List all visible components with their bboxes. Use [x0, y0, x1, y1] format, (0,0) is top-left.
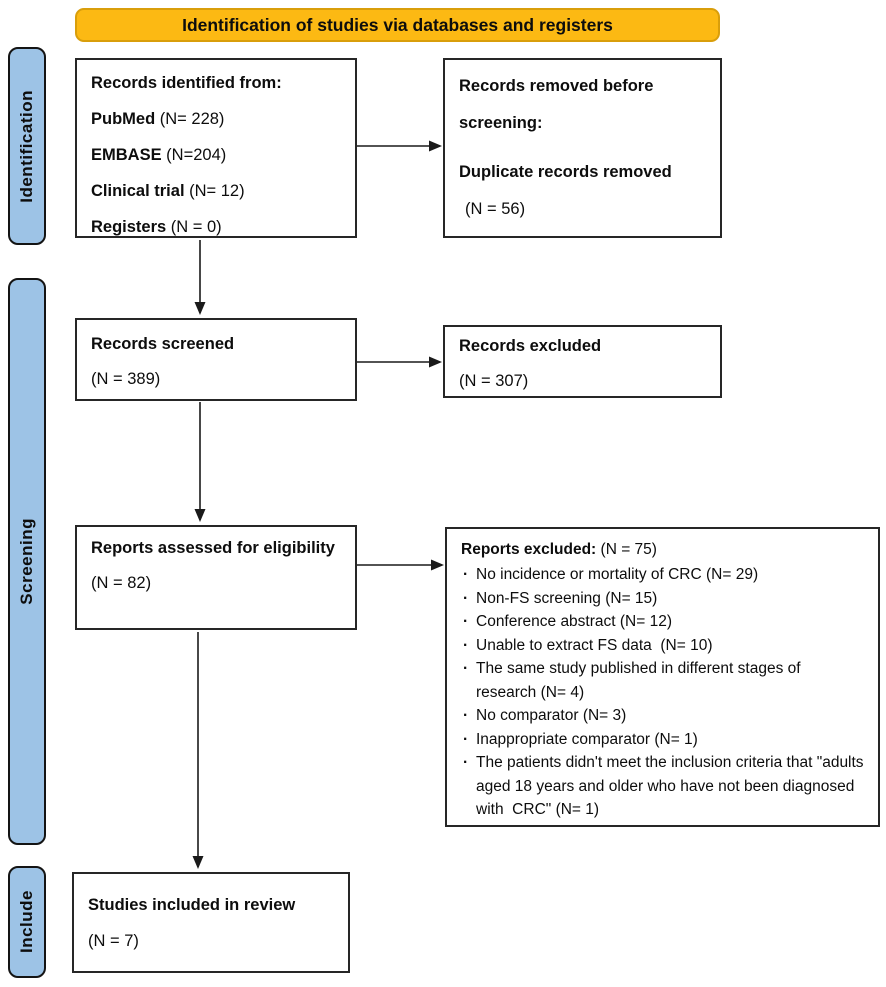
records-screened-title: Records screened: [91, 335, 235, 353]
phase-label-screening: Screening: [17, 518, 36, 605]
studies-included-title: Studies included in review: [88, 896, 296, 914]
source-line-clinical-trial: Clinical trial (N= 12): [91, 182, 245, 200]
exclusion-reason: · Inappropriate comparator (N= 1): [461, 728, 864, 752]
phase-ribbon-include: [8, 866, 46, 978]
box-records-screened: [75, 318, 357, 401]
source-line-embase: EMBASE (N=204): [91, 146, 227, 164]
exclusion-reason: · No incidence or mortality of CRC (N= 29): [461, 563, 864, 587]
spacer: [459, 142, 706, 154]
banner-title: [75, 8, 720, 42]
phase-label-identification: Identification: [17, 89, 36, 203]
reports-excluded-title: Reports excluded:: [461, 541, 597, 558]
records-identified-title: Records identified from:: [91, 74, 282, 92]
box-records-excluded: [443, 325, 722, 398]
phase-ribbon-screening: [8, 278, 46, 845]
records-excluded-title: Records excluded: [459, 337, 602, 355]
box-studies-included: [72, 872, 350, 973]
box-reports-assessed: [75, 525, 357, 630]
duplicate-records-count: (N = 56): [465, 200, 526, 218]
phase-ribbon-identification: [8, 47, 46, 245]
exclusion-reason: · The same study published in different stages of research (N= 4): [461, 657, 864, 704]
phase-label-include: Include: [17, 890, 36, 954]
box-records-removed: [443, 58, 722, 238]
banner-title-label: Identification of studies via databases and registers: [182, 14, 613, 35]
box-reports-excluded: [445, 527, 880, 827]
records-screened-count: (N = 389): [91, 370, 161, 388]
exclusion-reason: · No comparator (N= 3): [461, 704, 864, 728]
reports-assessed-count: (N = 82): [91, 574, 152, 592]
exclusion-reason: · Conference abstract (N= 12): [461, 610, 864, 634]
source-line-pubmed: PubMed (N= 228): [91, 110, 225, 128]
reports-excluded-title-row: [461, 537, 864, 562]
studies-included-count: (N = 7): [88, 932, 139, 950]
box-records-identified: [75, 58, 357, 238]
records-excluded-count: (N = 307): [459, 372, 529, 390]
records-removed-title: Records removed before screening:: [459, 77, 654, 132]
exclusion-reason: · Unable to extract FS data (N= 10): [461, 634, 864, 658]
exclusion-reason-list: [461, 563, 868, 822]
reports-excluded-count: (N = 75): [596, 541, 657, 558]
reports-assessed-title: Reports assessed for eligibility: [91, 539, 335, 557]
exclusion-reason: · The patients didn't meet the inclusion criteria that "adults aged 18 years and older who have not been diagnosed with CRC" (N= 1): [461, 751, 864, 822]
source-line-registers: Registers (N = 0): [91, 218, 222, 236]
exclusion-reason: · Non-FS screening (N= 15): [461, 587, 864, 611]
duplicate-records-label: Duplicate records removed: [459, 163, 672, 181]
